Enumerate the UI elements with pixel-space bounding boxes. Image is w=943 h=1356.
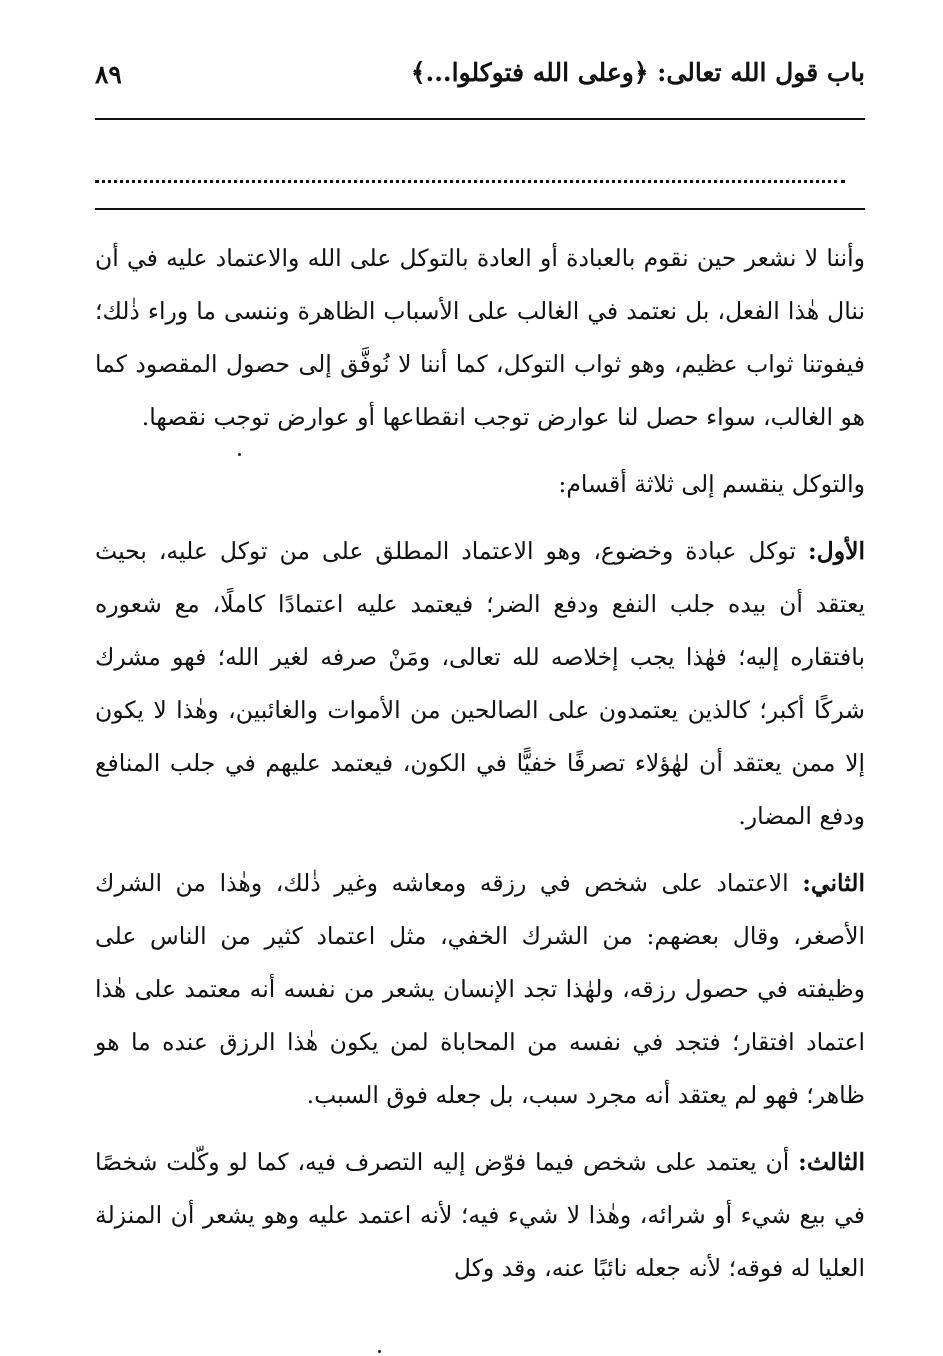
chapter-title: باب قول الله تعالى: ﴿وعلى الله فتوكلوا...﴾: [410, 58, 865, 87]
paragraph-lead: الأول:: [807, 537, 865, 565]
paragraph-division: [95, 458, 865, 511]
paragraph-lead: الثالث:: [798, 1148, 865, 1176]
header-rule: [95, 118, 865, 120]
page-number: ٨٩: [95, 60, 122, 89]
paragraph-text: وأننا لا نشعر حين نقوم بالعبادة أو العادة بالتوكل على الله والاعتماد عليه في أن ننال هٰذا الفعل، بل نعتمد في الغالب على الأسباب الظاهرة وننسى ما وراء ذٰلك؛ فيفوتنا ثواب عظيم، وهو ثواب التوكل، كما أننا لا نُوفَّق إلى حصول المقصود كما هو الغالب، سواء حصل لنا عوارض توجب انقطاعها أو عوارض توجب نقصها.: [95, 244, 865, 431]
paragraph-first-type: [95, 525, 865, 843]
paragraph-text: توكل عبادة وخضوع، وهو الاعتماد المطلق على من توكل عليه، بحيث يعتقد أن بيده جلب النفع ودفع الضر؛ فيعتمد عليه اعتمادًا كاملًا، مع شعوره بافتقاره إليه؛ فهٰذا يجب إخلاصه لله تعالى، ومَنْ صرفه لغير الله؛ فهو مشرك شركًا أكبر؛ كالذين يعتمدون على الصالحين من الأموات والغائبين، وهٰذا لا يكون إلا ممن يعتقد أن لهٰؤلاء تصرفًا خفيًّا في الكون، فيعتمد عليهم في جلب المنافع ودفع المضار.: [95, 537, 865, 830]
paragraph-intro: [95, 232, 865, 444]
scan-speck: [378, 1350, 381, 1353]
paragraph-text: والتوكل ينقسم إلى ثلاثة أقسام:: [558, 470, 865, 498]
paragraph-lead: الثاني:: [802, 869, 865, 897]
dotted-separator: [95, 158, 845, 183]
paragraph-third-type: [95, 1136, 865, 1295]
separator-rule: [95, 208, 865, 210]
paragraph-text: أن يعتمد على شخص فيما فوّض إليه التصرف فيه، كما لو وكّلت شخصًا في بيع شيء أو شرائه، وهٰذا لا شيء فيه؛ لأنه اعتمد عليه وهو يشعر أن المنزلة العليا له فوقه؛ لأنه جعله نائبًا عنه، وقد وكل: [95, 1148, 865, 1282]
running-header: [95, 58, 865, 98]
body-text: [95, 232, 865, 1309]
paragraph-second-type: [95, 857, 865, 1122]
paragraph-text: الاعتماد على شخص في رزقه ومعاشه وغير ذٰلك، وهٰذا من الشرك الأصغر، وقال بعضهم: من الشرك الخفي، مثل اعتماد كثير من الناس على وظيفته في حصول رزقه، ولهٰذا تجد الإنسان يشعر من نفسه أنه معتمد على هٰذا اعتماد افتقار؛ فتجد في نفسه من المحاباة لمن يكون هٰذا الرزق عنده ما هو ظاهر؛ فهو لم يعتقد أنه مجرد سبب، بل جعله فوق السبب.: [95, 869, 865, 1109]
scan-speck: [238, 453, 241, 456]
